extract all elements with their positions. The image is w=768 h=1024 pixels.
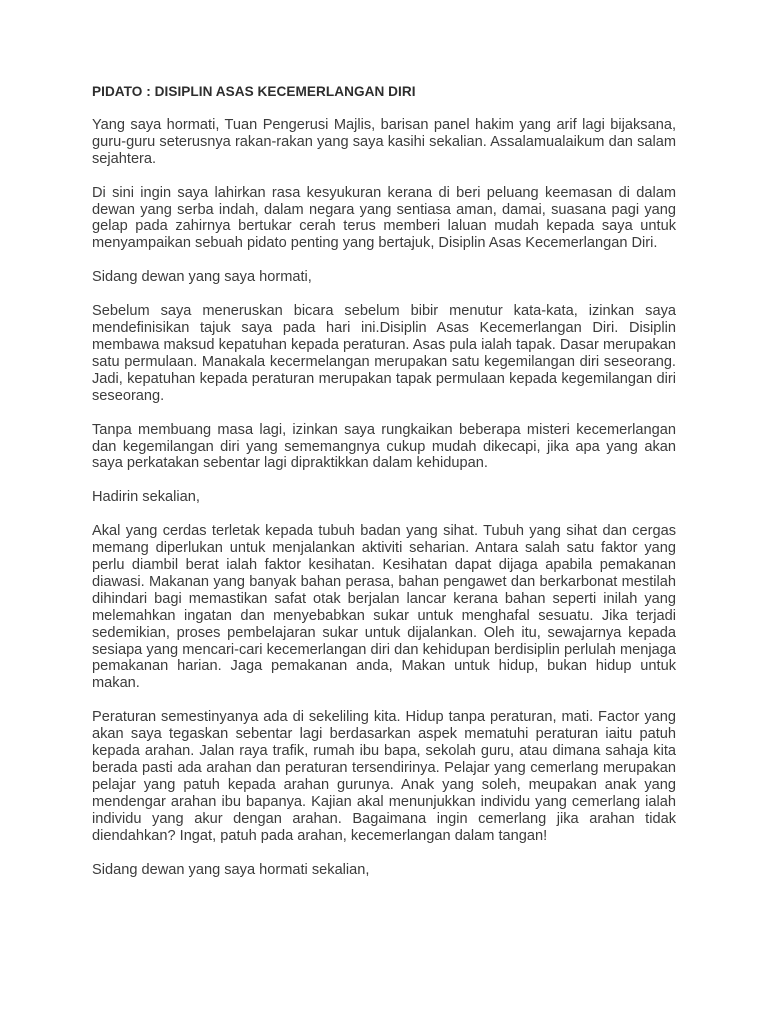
paragraph: Yang saya hormati, Tuan Pengerusi Majlis, barisan panel hakim yang arif lagi bijaksana, guru-guru seterusnya rakan-rakan yang saya kasihi sekalian. Assalamualaikum dan salam sejahtera. — [92, 116, 676, 167]
paragraph: Sidang dewan yang saya hormati sekalian, — [92, 861, 370, 878]
paragraph: Tanpa membuang masa lagi, izinkan saya rungkaikan beberapa misteri kecemerlangan dan kegemilangan diri yang sememangnya cukup mudah dikecapi, jika apa yang akan saya perkatakan sebentar lagi dipraktikkan dalam kehidupan. — [92, 421, 676, 472]
paragraph: Sebelum saya meneruskan bicara sebelum bibir menutur kata-kata, izinkan saya mendefinisikan tajuk saya pada hari ini.Disiplin Asas Kecemerlangan Diri. Disiplin membawa maksud kepatuhan kepada peraturan. Asas pula ialah tapak. Dasar merupakan satu permulaan. Manakala kecermelangan merupakan satu kegemilangan diri seseorang. Jadi, kepatuhan kepada peraturan merupakan tapak permulaan kepada kegemilangan diri seseorang. — [92, 303, 676, 404]
paragraph: Peraturan semestinyanya ada di sekeliling kita. Hidup tanpa peraturan, mati. Factor yang akan saya tegaskan sebentar lagi berdasarkan aspek mematuhi peraturan iaitu patuh kepada arahan. Jalan raya trafik, rumah ibu bapa, sekolah guru, atau dimana sahaja kita berada pasti ada arahan dan peraturan tersendirinya. Pelajar yang cemerlang merupakan pelajar yang patuh kepada arahan gurunya. Anak yang soleh, meupakan anak yang mendengar arahan ibu bapanya. Kajian akal menunjukkan individu yang cemerlang ialah individu yang akur dengan arahan. Bagaimana ingin cemerlang jika arahan tidak diendahkan? Ingat, patuh pada arahan, kecemerlangan dalam tangan! — [92, 709, 676, 844]
paragraph: Di sini ingin saya lahirkan rasa kesyukuran kerana di beri peluang keemasan di dalam dewan yang serba indah, dalam negara yang sentiasa aman, damai, suasana pagi yang gelap pada zahirnya bertukar cerah terus memberi laluan mudah kepada saya untuk menyampaikan sebuah pidato penting yang bertajuk, Disiplin Asas Kecemerlangan Diri. — [92, 184, 676, 252]
document-body — [92, 117, 676, 879]
paragraph: Sidang dewan yang saya hormati, — [92, 269, 312, 286]
paragraph: Hadirin sekalian, — [92, 489, 200, 506]
document-page — [92, 84, 676, 895]
document-title: PIDATO : DISIPLIN ASAS KECEMERLANGAN DIRI — [92, 84, 416, 99]
paragraph: Akal yang cerdas terletak kepada tubuh badan yang sihat. Tubuh yang sihat dan cergas memang diperlukan untuk menjalankan aktiviti seharian. Antara salah satu faktor yang perlu diambil berat ialah faktor kesihatan. Kesihatan dapat dijaga apabila pemakanan diawasi. Makanan yang banyak bahan perasa, bahan pengawet dan berkarbonat mestilah dihindari bagi memastikan safat otak berjalan lancar kerana bahan seperti inilah yang melemahkan ingatan dan menyebabkan sukar untuk menghafal sesuatu. Jika terjadi sedemikian, proses pembelajaran sukar untuk dijalankan. Oleh itu, sewajarnya kepada sesiapa yang mencari-cari kecemerlangan diri dan kehidupan berdisiplin perlulah menjaga pemakanan harian. Jaga pemakanan anda, Makan untuk hidup, bukan hidup untuk makan. — [92, 523, 676, 692]
